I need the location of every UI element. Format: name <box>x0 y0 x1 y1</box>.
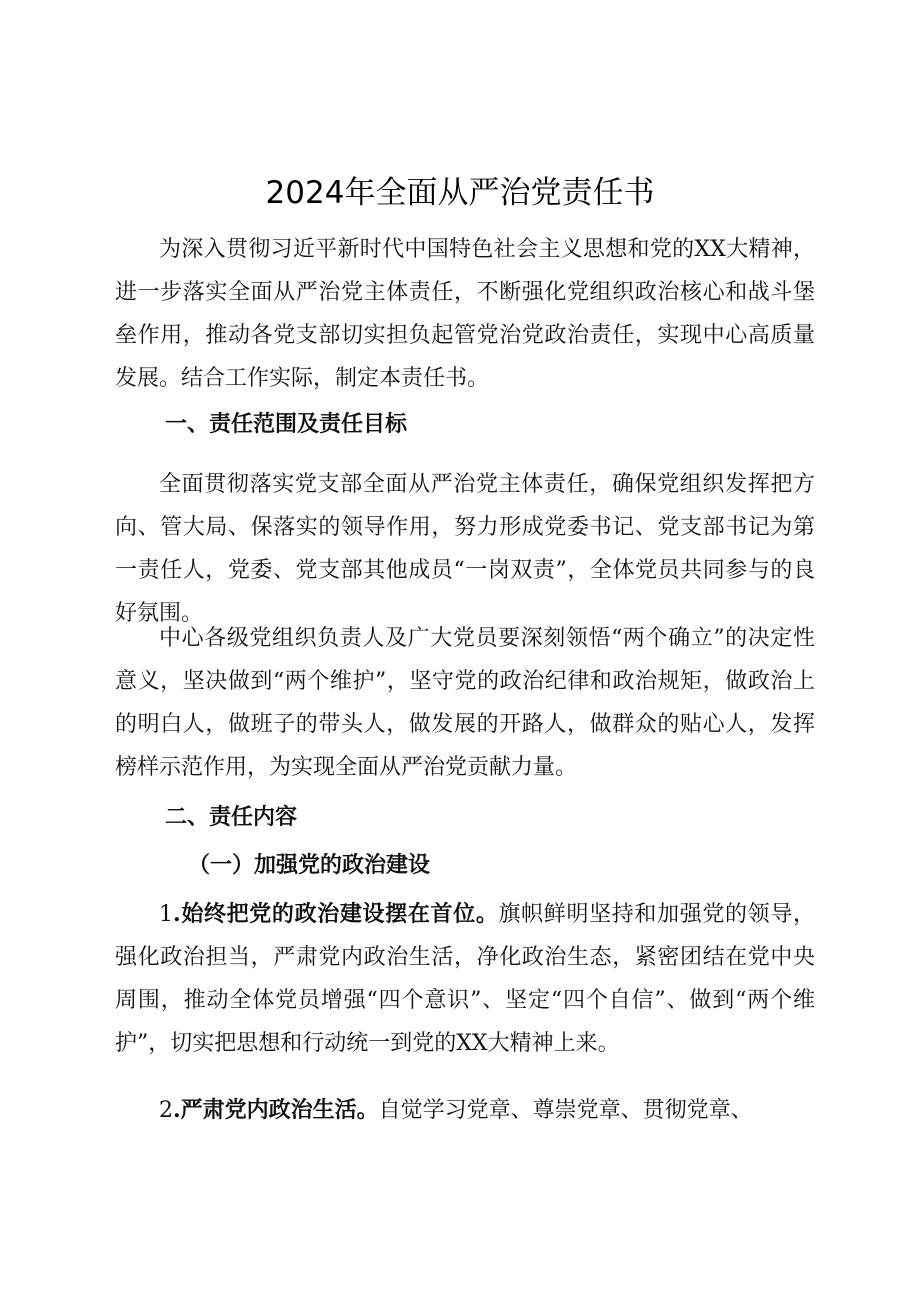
item-number-2: 2 <box>159 1098 173 1123</box>
section-heading-content: 二、责任内容 <box>165 805 298 830</box>
subsection-heading-political: （一）加强党的政治建设 <box>188 852 431 878</box>
list-item-1 <box>115 893 815 1065</box>
scope-paragraph-1: 全面贯彻落实党支部全面从严治党主体责任，确保党组织发挥把方向、管大局、保落实的领导作用，努力形成党委书记、党支部书记为第一责任人，党委、党支部其他成员“一岗双责”，全体党员共同参与的良好氛围。 <box>115 472 815 626</box>
item-lead-1: .始终把党的政治建设摆在首位。 <box>173 901 499 927</box>
item-number-1: 1 <box>159 902 173 927</box>
item-text-1: 旗帜鲜明坚持和加强党的领导，强化政治担当，严肃党内政治生活，净化政治生态，紧密团结在党中央周围，推动全体党员增强“四个意识”、坚定“四个自信”、做到“两个维护”，切实把思想和行动统一到党的XX大精神上来。 <box>115 902 815 1056</box>
item-text-2: 自觉学习党章、尊崇党章、贯彻党章、 <box>378 1098 753 1123</box>
item-lead-2: .严肃党内政治生活。 <box>173 1097 379 1123</box>
section-heading-scope: 一、责任范围及责任目标 <box>165 412 408 437</box>
intro-paragraph: 为深入贯彻习近平新时代中国特色社会主义思想和党的XX大精神，进一步落实全面从严治党主体责任，不断强化党组织政治核心和战斗堡垒作用，推动各党支部切实担负起管党治党政治责任，实现中心高质量发展。结合工作实际，制定本责任书。 <box>115 237 815 391</box>
document-title: 2024年全面从严治党责任书 <box>265 175 655 211</box>
list-item-2 <box>115 1089 815 1132</box>
scope-paragraph-2: 中心各级党组织负责人及广大党员要深刻领悟“两个确立”的决定性意义，坚决做到“两个维护”，坚守党的政治纪律和政治规矩，做政治上的明白人，做班子的带头人，做发展的开路人，做群众的贴心人，发挥榜样示范作用，为实现全面从严治党贡献力量。 <box>115 626 815 780</box>
